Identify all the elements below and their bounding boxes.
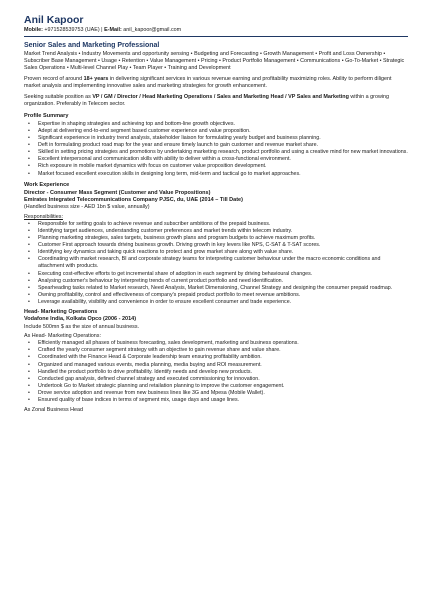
job1-title: Director - Consumer Mass Segment (Customer and Value Propositions): [24, 189, 211, 196]
list-item: [24, 285, 408, 292]
list-item: [24, 235, 408, 242]
bullet-icon: •: [28, 249, 30, 256]
list-item-text: Adept at delivering end-to-end segment based customer experience and value proposition.: [38, 128, 251, 135]
bullet-icon: •: [28, 156, 30, 163]
list-item-text: Deft in formulating product road map for the year and ensure timely launch to gain customer and revenue market share.: [38, 142, 319, 149]
bullet-icon: •: [28, 375, 30, 382]
bullet-icon: •: [28, 382, 30, 389]
profile-summary-list: [24, 121, 408, 178]
email-value[interactable]: anil_kapoor@gmail.com: [121, 27, 182, 33]
list-item-text: Drove service adoption and revenue from new business lines like 3G and Mpesa (Mobile Wallet).: [38, 389, 265, 396]
list-item: [24, 135, 408, 142]
job1-responsibilities-list: [24, 221, 408, 306]
bullet-icon: •: [28, 270, 30, 277]
list-item-text: Rich exposure in mobile market dynamics with focus on customer value proposition development.: [38, 163, 267, 170]
list-item-text: Analysing customer's behaviour by interpreting trends of current product portfolio and need identification.: [38, 277, 284, 284]
bullet-icon: •: [28, 256, 30, 263]
bullet-icon: •: [28, 298, 30, 305]
seeking-bold: VP / GM / Director / Head Marketing Operations / Sales and Marketing Head / VP Sales and Marketing: [92, 94, 349, 101]
list-item: [24, 390, 408, 397]
bullet-icon: •: [28, 291, 30, 298]
list-item: [24, 163, 408, 170]
list-item-text: Excellent interpersonal and communication skills with ability to deliver within a cross-functional environment.: [38, 156, 291, 163]
list-item-text: Identifying target audiences, understanding customer preferences and market trends within telecom industry.: [38, 227, 293, 234]
job2-company: Vodafone India, Kolkata Opco (2006 - 2014): [24, 316, 137, 323]
list-item-text: Owning profitability, control and effectiveness of company's prepaid product portfolio to meet revenue ambitions.: [38, 291, 301, 298]
job3-as-label: As Zonal Business Head: [24, 407, 84, 414]
list-item: [24, 347, 408, 354]
list-item: [24, 171, 408, 178]
bullet-icon: •: [28, 235, 30, 242]
list-item-text: Identifying key dynamics and taking quick reactions to protect and grow market share along with value share.: [38, 249, 294, 256]
skills-line: Market Trend Analysis • Industry Movements and opportunity sensing • Budgeting and Forecasting • Growth Management • Profit and Loss Ownership • Subscriber Base Management • Usage • Retention • Value Management • Pricing • Product Portfolio Management • Communications • Go-To-Market • Strategic Sales Operations • Multi-level Channel Play • Team Player • Training and Development: [24, 51, 405, 72]
list-item: [24, 340, 408, 347]
list-item-text: Leverage availability, visibility and convenience in order to ensure excellent consumer and trade experience.: [38, 298, 292, 305]
job2-note: Include 500mn $ as the size of annual business.: [24, 323, 140, 330]
list-item-text: Coordinating with market research, BI and corporate strategy teams for interpreting customer behaviour under the macro economic conditions and attachment with products.: [38, 256, 381, 270]
list-item-text: Coordinated with the Finance Head & Corporate leadership team ensuring profitability ambition.: [38, 354, 262, 361]
bullet-icon: •: [28, 340, 30, 347]
bullet-icon: •: [28, 284, 30, 291]
list-item: [24, 376, 408, 383]
bullet-icon: •: [28, 227, 30, 234]
list-item-text: Customer First approach towards driving business growth. Driving growth in key levers like NPS, C-SAT & T-SAT scores.: [38, 242, 321, 249]
seeking-pre: Seeking suitable position as: [24, 94, 93, 101]
list-item-text: Executing cost-effective efforts to get incremental share of adoption in each segment by driving behavioural changes.: [38, 270, 313, 277]
list-item-text: Efficiently managed all phases of business forecasting, sales development, marketing and business operations.: [38, 340, 299, 347]
bullet-icon: •: [28, 120, 30, 127]
bullet-icon: •: [28, 361, 30, 368]
list-item-text: Responsible for setting goals to achieve revenue and subscriber ambitions of the prepaid business.: [38, 220, 271, 227]
bullet-icon: •: [28, 135, 30, 142]
bullet-icon: •: [28, 149, 30, 156]
bullet-icon: •: [28, 354, 30, 361]
job2-title: Head- Marketing Operations: [24, 309, 98, 316]
list-item: [24, 228, 408, 235]
header-divider: [24, 36, 408, 37]
list-item-text: Planning marketing strategies, sales targets, business growth plans and program budgets to achieve maximum profits.: [38, 235, 316, 242]
list-item-text: Undertook Go to Market strategic planning and retailation planning to improve the customer engagement.: [38, 382, 285, 389]
list-item: [24, 142, 408, 149]
list-item-text: Market focused excellent execution skills in designing long term, mid-term and tactical go to market approaches.: [38, 170, 301, 177]
list-item: [24, 221, 408, 228]
list-item: [24, 299, 408, 306]
list-item: [24, 128, 408, 135]
bullet-icon: •: [28, 220, 30, 227]
job2-as-label: As Head- Marketing Operations:: [24, 333, 102, 340]
seeking-post: within a growing organization. Preferably in Telecom sector.: [24, 94, 390, 108]
list-item-text: Conducted gap analysis, defined channel strategy and executed commissioning for innovation.: [38, 375, 260, 382]
list-item: [24, 256, 408, 270]
job1-note: (Handled business size - AED 1bn $ value, annually): [24, 204, 150, 211]
job1-responsibilities-label: Responsibilities:: [24, 213, 63, 220]
contact-line: [24, 26, 408, 35]
bullet-icon: •: [28, 368, 30, 375]
intro-post: in delivering significant services in various revenue earning and profitability maximizing roles. Ability to perform diligent market analysis and implementing innovative sales and marketing strategies for growth enhancement.: [24, 76, 392, 90]
list-item: [24, 249, 408, 256]
list-item-text: Spearheading tasks related to Market research, Need Analysis, Market Dimensioning, Channel Strategy and designing the consumer prepaid roadmap.: [38, 284, 393, 291]
list-item: [24, 397, 408, 404]
job1-company: Emirates Integrated Telecommunications Company PJSC, du, UAE (2014 – Till Date): [24, 197, 243, 204]
bullet-icon: •: [28, 142, 30, 149]
list-item-text: Skilled in setting pricing strategies and promotions by undertaking marketing research, product portfolio and using a creative mind for new market innovations.: [38, 149, 408, 156]
list-item: [24, 271, 408, 278]
profile-summary-heading: Profile Summary: [24, 112, 69, 119]
bullet-icon: •: [28, 242, 30, 249]
bullet-icon: •: [28, 347, 30, 354]
intro-pre: Proven record of around: [24, 76, 84, 83]
bullet-icon: •: [28, 396, 30, 403]
bullet-icon: •: [28, 277, 30, 284]
list-item: [24, 278, 408, 285]
work-experience-heading: Work Experience: [24, 181, 70, 188]
list-item: [24, 156, 408, 163]
list-item: [24, 362, 408, 369]
email-label: E-Mail:: [104, 27, 122, 33]
seeking-paragraph: [24, 94, 408, 108]
list-item-text: Handled the product portfolio to drive profitability. Identify needs and develop new products.: [38, 368, 252, 375]
list-item: [24, 383, 408, 390]
intro-paragraph: [24, 76, 408, 90]
candidate-name: Anil Kapoor: [24, 14, 84, 26]
headline: Senior Sales and Marketing Professional: [24, 42, 160, 49]
bullet-icon: •: [28, 163, 30, 170]
bullet-icon: •: [28, 389, 30, 396]
list-item: [24, 149, 408, 156]
list-item: [24, 121, 408, 128]
intro-bold: 18+ years: [83, 76, 109, 83]
list-item: [24, 369, 408, 376]
list-item-text: Crafted the yearly consumer segment strategy with an objective to gain revenue share and value share.: [38, 347, 281, 354]
list-item-text: Expertise in shaping strategies and achieving top and bottom-line growth objectives.: [38, 120, 235, 127]
bullet-icon: •: [28, 128, 30, 135]
list-item-text: Ensured quality of base indices in terms of segment mix, usage days and usage lines.: [38, 396, 240, 403]
list-item-text: Significant experience in industry trend analysis, stakeholder liaison for formulating yearly budget and business planning.: [38, 135, 321, 142]
mobile-value: +971528539753 (UAE) |: [42, 27, 105, 33]
list-item: [24, 354, 408, 361]
bullet-icon: •: [28, 170, 30, 177]
job2-responsibilities-list: [24, 340, 408, 404]
list-item: [24, 292, 408, 299]
mobile-label: Mobile:: [24, 27, 43, 33]
list-item: [24, 242, 408, 249]
list-item-text: Organized and managed various events, media planning, media buying and ROI measurement.: [38, 361, 262, 368]
